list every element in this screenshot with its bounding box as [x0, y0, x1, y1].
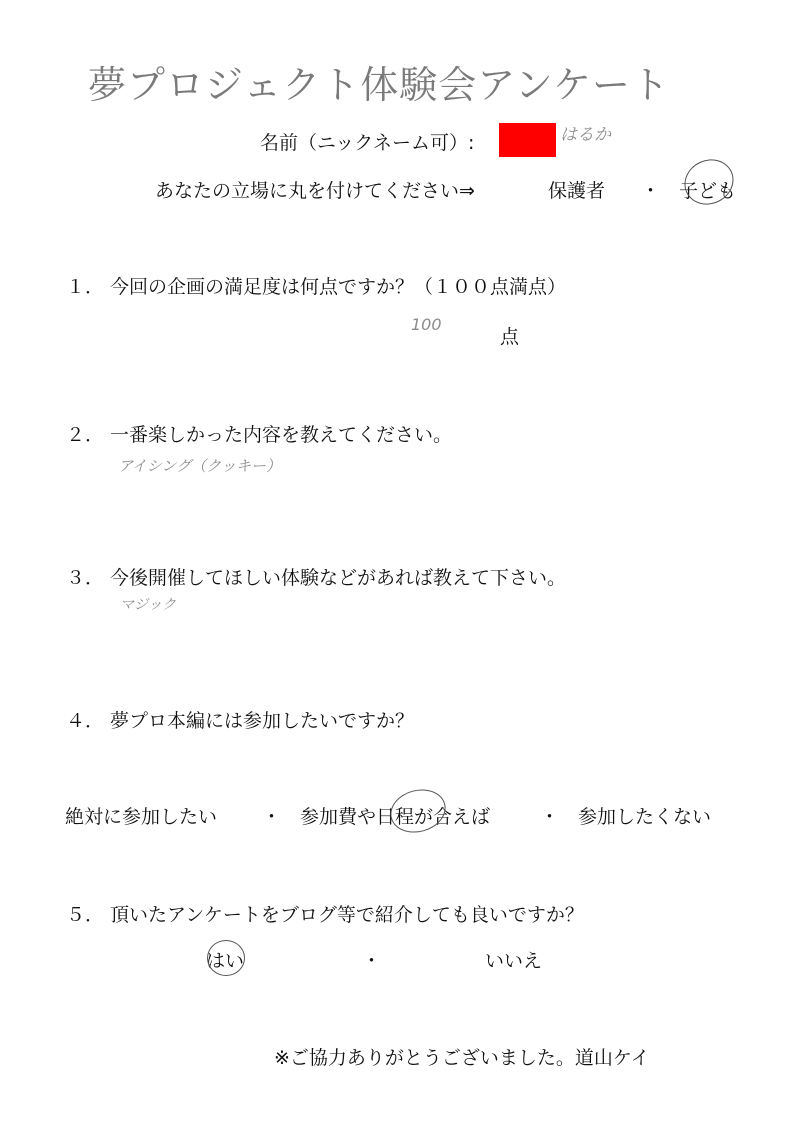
q4-selection-circle — [386, 783, 451, 838]
q1-unit: 点 — [500, 326, 520, 348]
q4-text: 夢プロ本編には参加したいですか？ — [110, 710, 415, 732]
role-option-child: 子ども — [679, 180, 737, 202]
name-label: 名前（ニックネーム可）: — [260, 132, 475, 154]
q2-text: 一番楽しかった内容を教えてください。 — [110, 424, 453, 446]
redacted-name-box — [499, 123, 556, 157]
q5-option-no: いいえ — [485, 950, 543, 972]
q5-text: 頂いたアンケートをブログ等で紹介しても良いですか？ — [110, 904, 584, 926]
selection-circle-mark — [677, 151, 741, 212]
q1-number: １． — [66, 276, 105, 298]
q4-separator-1: ・ — [262, 806, 282, 828]
q4-option-if-fits: 参加費や日程が合えば — [300, 806, 491, 828]
q5-separator: ・ — [362, 950, 382, 972]
q1-text: 今回の企画の満足度は何点ですか？（１００点満点） — [110, 276, 567, 298]
q4-number: ４． — [66, 710, 105, 732]
q4-option-definitely: 絶対に参加したい — [65, 806, 218, 828]
q1-answer-score: 100 — [411, 315, 442, 334]
footer-thanks: ※ご協力ありがとうございました。道山ケイ — [274, 1047, 650, 1069]
q5-number: ５． — [66, 904, 105, 926]
role-prompt: あなたの立場に丸を付けてください⇒ — [155, 180, 475, 202]
q4-separator-2: ・ — [540, 806, 560, 828]
q3-text: 今後開催してほしい体験などがあれば教えて下さい。 — [110, 567, 567, 589]
q5-option-yes: はい — [206, 950, 245, 972]
survey-title: 夢プロジェクト体験会アンケート — [88, 63, 670, 107]
q4-option-no: 参加したくない — [578, 806, 712, 828]
q3-number: ３． — [66, 567, 105, 589]
role-option-guardian: 保護者 — [548, 180, 606, 202]
q5-selection-circle — [207, 940, 245, 976]
q2-number: ２． — [66, 424, 105, 446]
q2-answer: アイシング（クッキー） — [118, 457, 281, 475]
q3-answer: マジック — [120, 597, 176, 613]
role-separator: ・ — [641, 180, 661, 202]
handwritten-nickname: はるか — [560, 125, 611, 145]
